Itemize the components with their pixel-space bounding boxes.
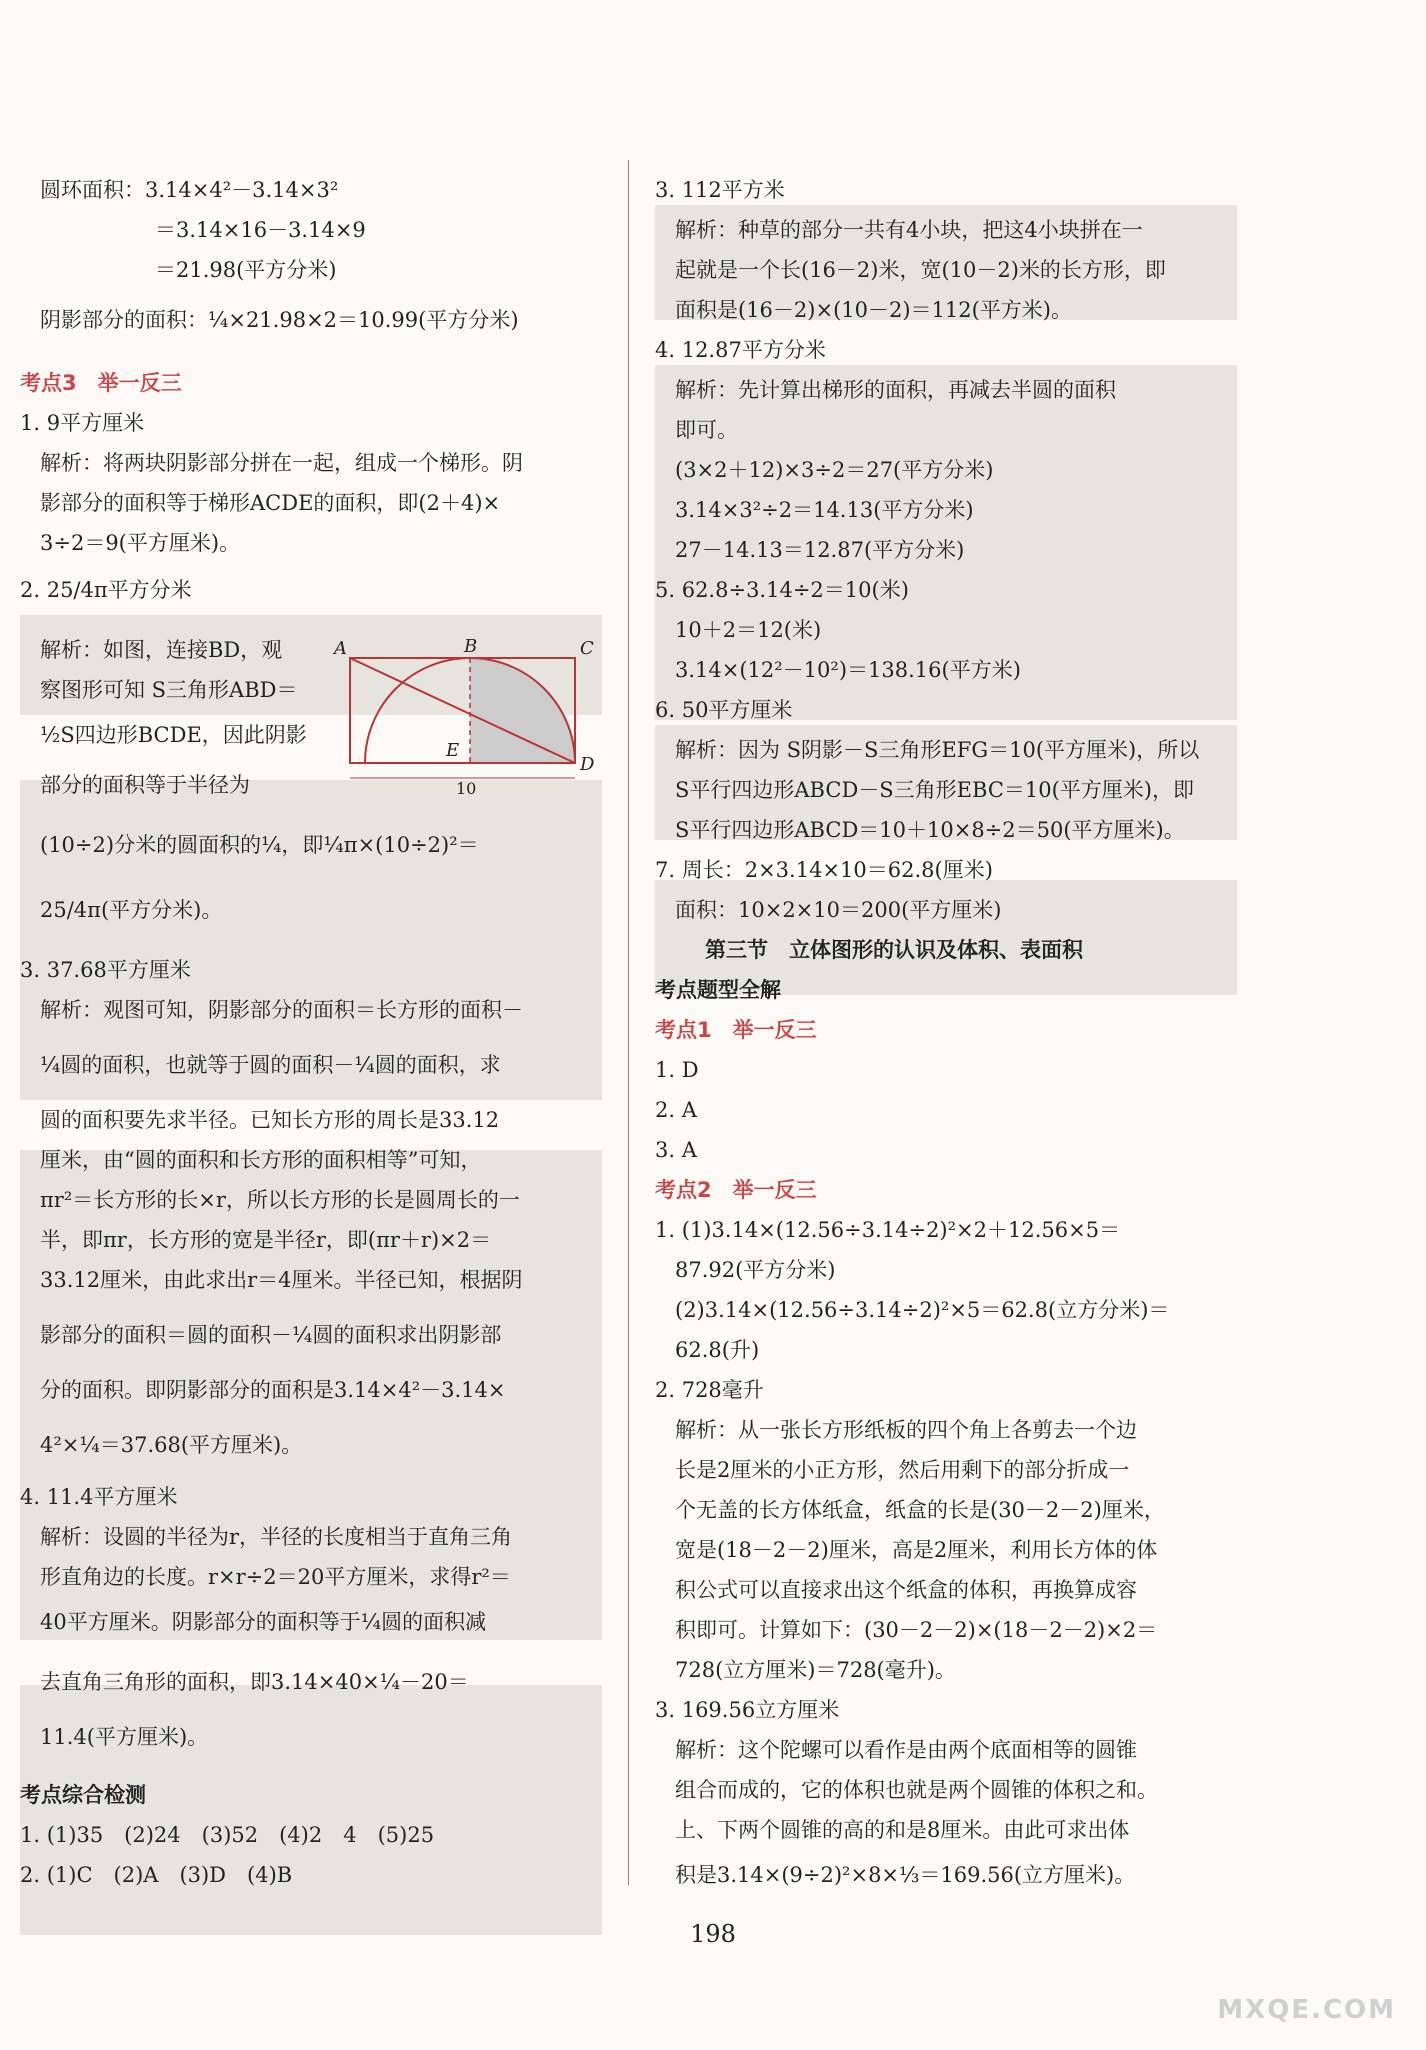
text-line: 形直角边的长度。r×r÷2＝20平方厘米，求得r²＝ bbox=[40, 1565, 511, 1589]
text-line: 宽是(18－2－2)厘米，高是2厘米，利用长方体的体 bbox=[675, 1538, 1158, 1562]
text-line: 去直角三角形的面积，即3.14×40×¼－20＝ bbox=[40, 1670, 469, 1694]
text-line: 面积是(16－2)×(10－2)＝112(平方米)。 bbox=[675, 298, 1072, 322]
answer-line: 2. 728毫升 bbox=[655, 1378, 764, 1402]
answer-line: 2. A bbox=[655, 1098, 697, 1122]
text-line: 40平方厘米。阴影部分的面积等于¼圆的面积减 bbox=[40, 1610, 487, 1634]
section-heading: 考点1 举一反三 bbox=[655, 1018, 817, 1042]
column-divider bbox=[628, 160, 629, 1885]
text-line: 圆环面积：3.14×4²－3.14×3² bbox=[40, 178, 339, 202]
text-line: 积即可。计算如下：(30－2－2)×(18－2－2)×2＝ bbox=[675, 1618, 1158, 1642]
text-line: 个无盖的长方体纸盒，纸盒的长是(30－2－2)厘米， bbox=[675, 1498, 1165, 1522]
text-line: (10÷2)分米的圆面积的¼，即¼π×(10÷2)²＝ bbox=[40, 833, 479, 857]
text-line: 27－14.13＝12.87(平方分米) bbox=[675, 538, 965, 562]
text-line: 厘米，由“圆的面积和长方形的面积相等”可知， bbox=[40, 1148, 482, 1172]
text-line: 25/4π(平方分米)。 bbox=[40, 898, 223, 922]
text-line: ¼圆的面积，也就等于圆的面积－¼圆的面积，求 bbox=[40, 1053, 501, 1077]
answer-line: 4. 11.4平方厘米 bbox=[20, 1485, 178, 1509]
answer-line: 5. 62.8÷3.14÷2＝10(米) bbox=[655, 578, 909, 602]
text-line: (2)3.14×(12.56÷3.14÷2)²×5＝62.8(立方分米)＝ bbox=[675, 1298, 1170, 1322]
text-line: 半，即πr，长方形的宽是半径r，即(πr＋r)×2＝ bbox=[40, 1228, 492, 1252]
label-d: D bbox=[580, 754, 595, 775]
text-line: 解析：这个陀螺可以看作是由两个底面相等的圆锥 bbox=[675, 1738, 1137, 1762]
text-line: 解析：观图可知，阴影部分的面积＝长方形的面积－ bbox=[40, 998, 523, 1022]
answer-line: 3. A bbox=[655, 1138, 697, 1162]
section-heading: 考点综合检测 bbox=[20, 1783, 146, 1807]
text-line: ＝3.14×16－3.14×9 bbox=[155, 218, 366, 242]
text-line: 阴影部分的面积：¼×21.98×2＝10.99(平方分米) bbox=[40, 308, 519, 332]
answer-line: 3. 37.68平方厘米 bbox=[20, 958, 191, 982]
answer-line: 2. 25/4π平方分米 bbox=[20, 578, 192, 602]
text-line: 解析：将两块阴影部分拼在一起，组成一个梯形。阴 bbox=[40, 451, 523, 475]
text-line: 解析：先计算出梯形的面积，再减去半圆的面积 bbox=[675, 378, 1116, 402]
answer-line: 6. 50平方厘米 bbox=[655, 698, 793, 722]
text-line: 解析：如图，连接BD，观 bbox=[40, 638, 283, 662]
text-line: 起就是一个长(16－2)米，宽(10－2)米的长方形，即 bbox=[675, 258, 1166, 282]
section-heading: 考点题型全解 bbox=[655, 978, 781, 1002]
text-line: 组合而成的，它的体积也就是两个圆锥的体积之和。 bbox=[675, 1778, 1158, 1802]
label-a: A bbox=[334, 638, 347, 659]
text-line: 察图形可知 S三角形ABD＝ bbox=[40, 678, 298, 702]
text-line: 部分的面积等于半径为 bbox=[40, 773, 250, 797]
section-title: 第三节 立体图形的认识及体积、表面积 bbox=[705, 938, 1083, 962]
text-line: 4²×¼＝37.68(平方厘米)。 bbox=[40, 1433, 303, 1457]
text-line: 解析：种草的部分一共有4小块，把这4小块拼在一 bbox=[675, 218, 1143, 242]
text-line: ＝21.98(平方分米) bbox=[155, 258, 337, 282]
text-line: 影部分的面积＝圆的面积－¼圆的面积求出阴影部 bbox=[40, 1323, 502, 1347]
length-label: 10 bbox=[456, 779, 477, 798]
text-line: 即可。 bbox=[675, 418, 738, 442]
text-line: 62.8(升) bbox=[675, 1338, 760, 1362]
text-line: 影部分的面积等于梯形ACDE的面积，即(2＋4)× bbox=[40, 491, 501, 515]
text-line: 解析：从一张长方形纸板的四个角上各剪去一个边 bbox=[675, 1418, 1137, 1442]
page-number: 198 bbox=[690, 1920, 736, 1948]
text-line: 分的面积。即阴影部分的面积是3.14×4²－3.14× bbox=[40, 1378, 506, 1402]
answer-line: 1. 9平方厘米 bbox=[20, 411, 145, 435]
answer-line: 4. 12.87平方分米 bbox=[655, 338, 826, 362]
text-line: ½S四边形BCDE，因此阴影 bbox=[40, 723, 307, 747]
section-heading: 考点3 举一反三 bbox=[20, 371, 182, 395]
text-line: 解析：因为 S阴影－S三角形EFG＝10(平方厘米)，所以 bbox=[675, 738, 1200, 762]
answer-line: 3. 169.56立方厘米 bbox=[655, 1698, 840, 1722]
label-c: C bbox=[580, 638, 594, 659]
text-line: 10＋2＝12(米) bbox=[675, 618, 822, 642]
answer-line: 1. D bbox=[655, 1058, 699, 1082]
geometry-figure bbox=[320, 638, 610, 798]
text-line: πr²＝长方形的长×r，所以长方形的长是圆周长的一 bbox=[40, 1188, 520, 1212]
text-line: 33.12厘米，由此求出r＝4厘米。半径已知，根据阴 bbox=[40, 1268, 523, 1292]
answer-line: 3. 112平方米 bbox=[655, 178, 785, 202]
label-e: E bbox=[446, 740, 460, 761]
text-line: 积公式可以直接求出这个纸盒的体积，再换算成容 bbox=[675, 1578, 1137, 1602]
text-line: 3.14×3²÷2＝14.13(平方分米) bbox=[675, 498, 974, 522]
text-line: 面积：10×2×10＝200(平方厘米) bbox=[675, 898, 1002, 922]
answer-line: 1. (1)3.14×(12.56÷3.14÷2)²×2＋12.56×5＝ bbox=[655, 1218, 1121, 1242]
text-line: 圆的面积要先求半径。已知长方形的周长是33.12 bbox=[40, 1108, 500, 1132]
text-line: 87.92(平方分米) bbox=[675, 1258, 836, 1282]
text-line: S平行四边形ABCD－S三角形EBC＝10(平方厘米)，即 bbox=[675, 778, 1194, 802]
answer-line: 2. (1)C (2)A (3)D (4)B bbox=[20, 1863, 293, 1887]
text-line: (3×2＋12)×3÷2＝27(平方分米) bbox=[675, 458, 994, 482]
text-line: 728(立方厘米)＝728(毫升)。 bbox=[675, 1658, 956, 1682]
answer-line: 1. (1)35 (2)24 (3)52 (4)2 4 (5)25 bbox=[20, 1823, 435, 1847]
text-line: S平行四边形ABCD＝10＋10×8÷2＝50(平方厘米)。 bbox=[675, 818, 1185, 842]
shaded-region bbox=[470, 658, 575, 763]
text-line: 上、下两个圆锥的高的和是8厘米。由此可求出体 bbox=[675, 1818, 1130, 1842]
text-line: 11.4(平方厘米)。 bbox=[40, 1725, 209, 1749]
label-b: B bbox=[464, 638, 478, 657]
text-line: 3.14×(12²－10²)＝138.16(平方米) bbox=[675, 658, 1021, 682]
text-line: 积是3.14×(9÷2)²×8×⅓＝169.56(立方厘米)。 bbox=[675, 1863, 1136, 1887]
answer-line: 7. 周长：2×3.14×10＝62.8(厘米) bbox=[655, 858, 993, 882]
text-line: 长是2厘米的小正方形，然后用剩下的部分折成一 bbox=[675, 1458, 1130, 1482]
watermark: MXQE.COM bbox=[1217, 1995, 1396, 2025]
section-heading: 考点2 举一反三 bbox=[655, 1178, 817, 1202]
text-line: 解析：设圆的半径为r，半径的长度相当于直角三角 bbox=[40, 1525, 513, 1549]
text-line: 3÷2＝9(平方厘米)。 bbox=[40, 531, 241, 555]
